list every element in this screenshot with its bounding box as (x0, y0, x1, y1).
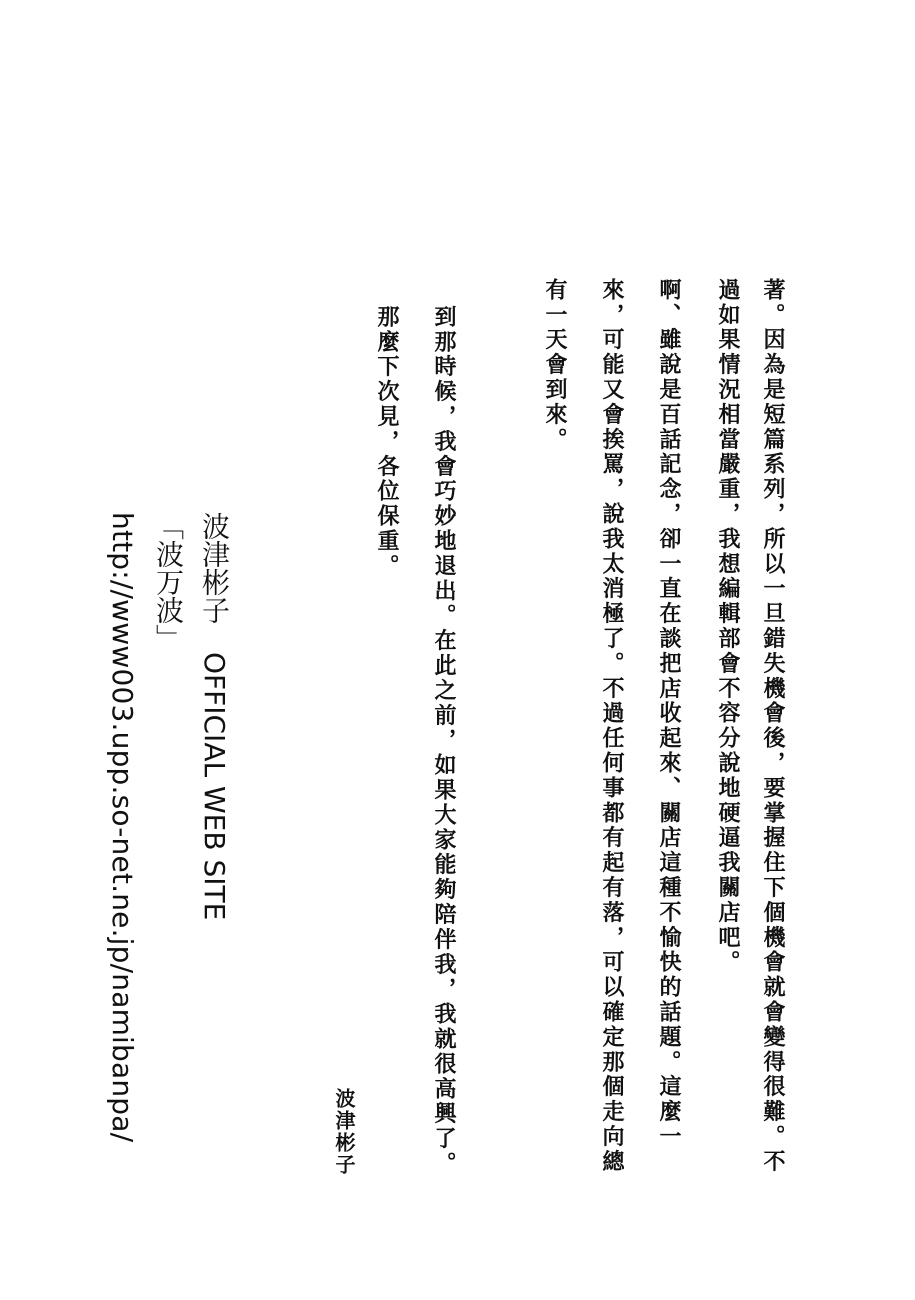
paragraph-1-line-2: 過如果情況相當嚴重，我想編輯部會不容分說地硬逼我關店吧。 (715, 278, 741, 976)
paragraph-2-line-2: 來，可能又會挨罵，說我太消極了。不過任何事都有起有落，可以確定那個走向總 (599, 278, 625, 1175)
paragraph-1-line-1: 著。因為是短篇系列，所以一旦錯失機會後，要掌握住下個機會就會變得很難。不 (760, 278, 786, 1175)
paragraph-2-line-3: 有一天會到來。 (542, 278, 568, 453)
author-signature: 波津彬子 (332, 1088, 356, 1176)
paragraph-4-line-1: 那麼下次見，各位保重。 (374, 305, 400, 579)
paragraph-2-line-1: 啊、雖說是百話記念，卻一直在談把店收起來、關店這種不愉快的話題。這麼一 (656, 278, 682, 1150)
website-title: 波津彬子 OFFICIAL WEB SITE (198, 512, 231, 921)
website-url[interactable]: http://www003.upp.so-net.ne.jp/namibanpa/ (106, 512, 139, 1143)
website-name: 「波万波」 (152, 512, 185, 652)
paragraph-3-line-1: 到那時候，我會巧妙地退出。在此之前，如果大家能夠陪伴我，我就很高興了。 (431, 305, 457, 1177)
